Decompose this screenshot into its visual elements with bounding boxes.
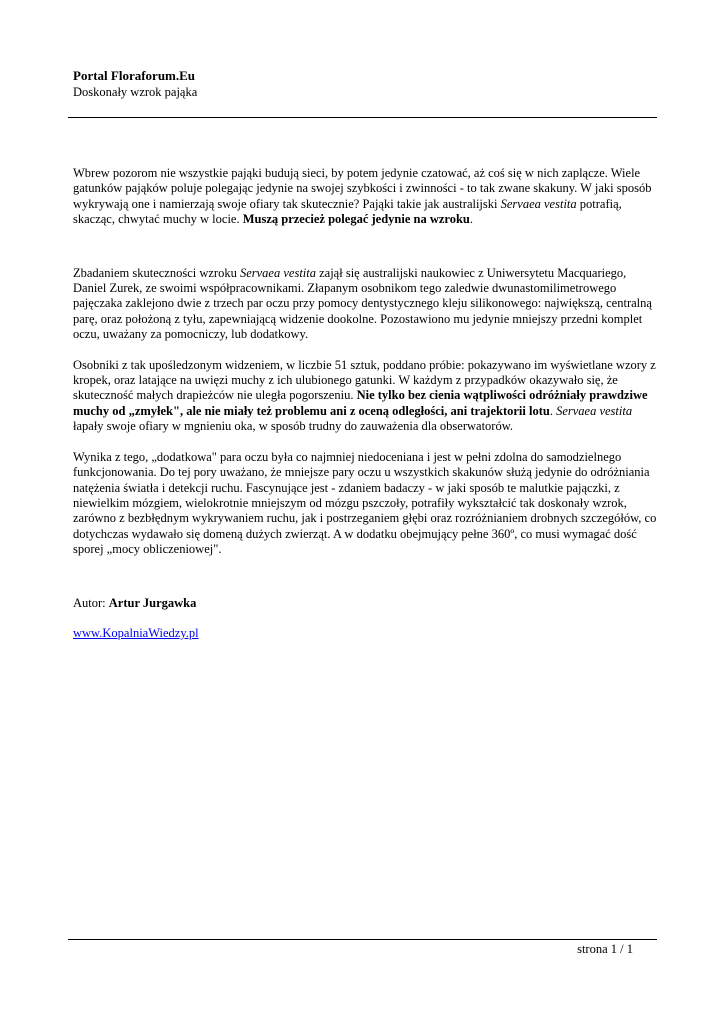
page-number: strona 1 / 1	[577, 942, 633, 956]
species-name: Servaea vestita	[239, 265, 316, 280]
article-title: Doskonały wzrok pająka	[73, 85, 198, 99]
paragraph-research	[73, 266, 657, 343]
text-run: Zbadaniem skuteczności wzroku	[73, 265, 240, 280]
source-paragraph	[73, 626, 657, 641]
header-divider	[68, 117, 657, 118]
text-run: .	[469, 212, 474, 227]
text-run: Osobniki z tak upośledzonym widzeniem, w liczbie 51 sztuk, poddano próbie: pokazywano im wyświetlane wzory z kropek, oraz latające na uwięzi muchy z ich ulubionego gatunki. W każdym z przypadków okazywało się, że skuteczność małych drapieżców nie uległa pogorszeniu.	[73, 357, 656, 403]
text-run: potrafią, skacząc, chwytać muchy w locie.	[73, 196, 622, 227]
text-run: .	[549, 403, 557, 418]
species-name: Servaea vestita	[556, 403, 633, 418]
species-name: Servaea vestita	[500, 196, 577, 211]
text-run: łapały swoje ofiary w mgnieniu oka, w sposób trudny do zauważenia dla obserwatorów.	[73, 419, 514, 434]
text-run: Wbrew pozorom nie wszystkie pająki budują sieci, by potem jedynie czatować, aż coś się w nich zaplącze. Wiele gatunków pająków poluje polegając jedynie na swojej szybkości i zwinności - to tak zwane skakuny. W jaki sposób wykrywają one i namierzają swoje ofiary tak skutecznie? Pająki takie jak australijski	[73, 166, 652, 211]
author-name: Artur Jurgawka	[108, 595, 197, 610]
paragraph-intro	[73, 166, 657, 228]
paragraph-experiment	[73, 358, 657, 435]
footer-divider	[68, 939, 657, 940]
text-run: zajął się australijski naukowiec z Uniwersytetu Macquariego, Daniel Zurek, ze swoimi współpracownikami. Złapanym osobnikom tego zaledwie dwunastomilimetrowego pajęczaka zaklejono dwie z trzech par oczu przy pomocy dentystycznego kleju silikonowego: największą, centralną parę, oraz położoną z tyłu, zapewniającą widzenie dookolne. Pozostawiono mu jedynie mniejszy przedni komplet oczu, uważany za pomocniczy, lub dodatkowy.	[73, 265, 652, 342]
site-title: Portal Floraforum.Eu	[73, 68, 196, 83]
bold-text: Nie tylko bez cienia wątpliwości odróżniały prawdziwe muchy od „zmyłek", ale nie miały też problemu ani z oceną odległości, ani trajektorii lotu	[73, 388, 648, 418]
source-link[interactable]: www.KopalniaWiedzy.pl	[73, 625, 199, 640]
paragraph-conclusion: Wynika z tego, „dodatkowa" para oczu była co najmniej niedoceniana i jest w pełni zdolna do samodzielnego funkcjonowania. Do tej pory uważano, że mniejsze pary oczu u wszystkich skakunów służą jedynie do odróżniania natężenia światła i detekcji ruchu. Fascynujące jest - zdaniem badaczy - w jaki sposób te malutkie pajączki, z niewielkim mózgiem, wielokrotnie mniejszym od mózgu pszczoły, potrafiły wykształcić tak doskonały wzrok, zarówno z bezbłędnym wykrywaniem ruchu, jak i postrzeganiem głębi oraz rozróżnianiem drobnych szczegółów, co dotychczas wydawało się domeną dużych zwierząt. A w dodatku obejmujący pełne 360º, co musi wymagać dość sporej „mocy obliczeniowej".	[73, 449, 657, 557]
author-line	[73, 596, 657, 611]
article-body	[73, 166, 657, 641]
author-label: Autor:	[73, 595, 109, 610]
page-header	[73, 68, 657, 100]
bold-text: Muszą przecież polegać jedynie na wzroku	[242, 212, 470, 227]
